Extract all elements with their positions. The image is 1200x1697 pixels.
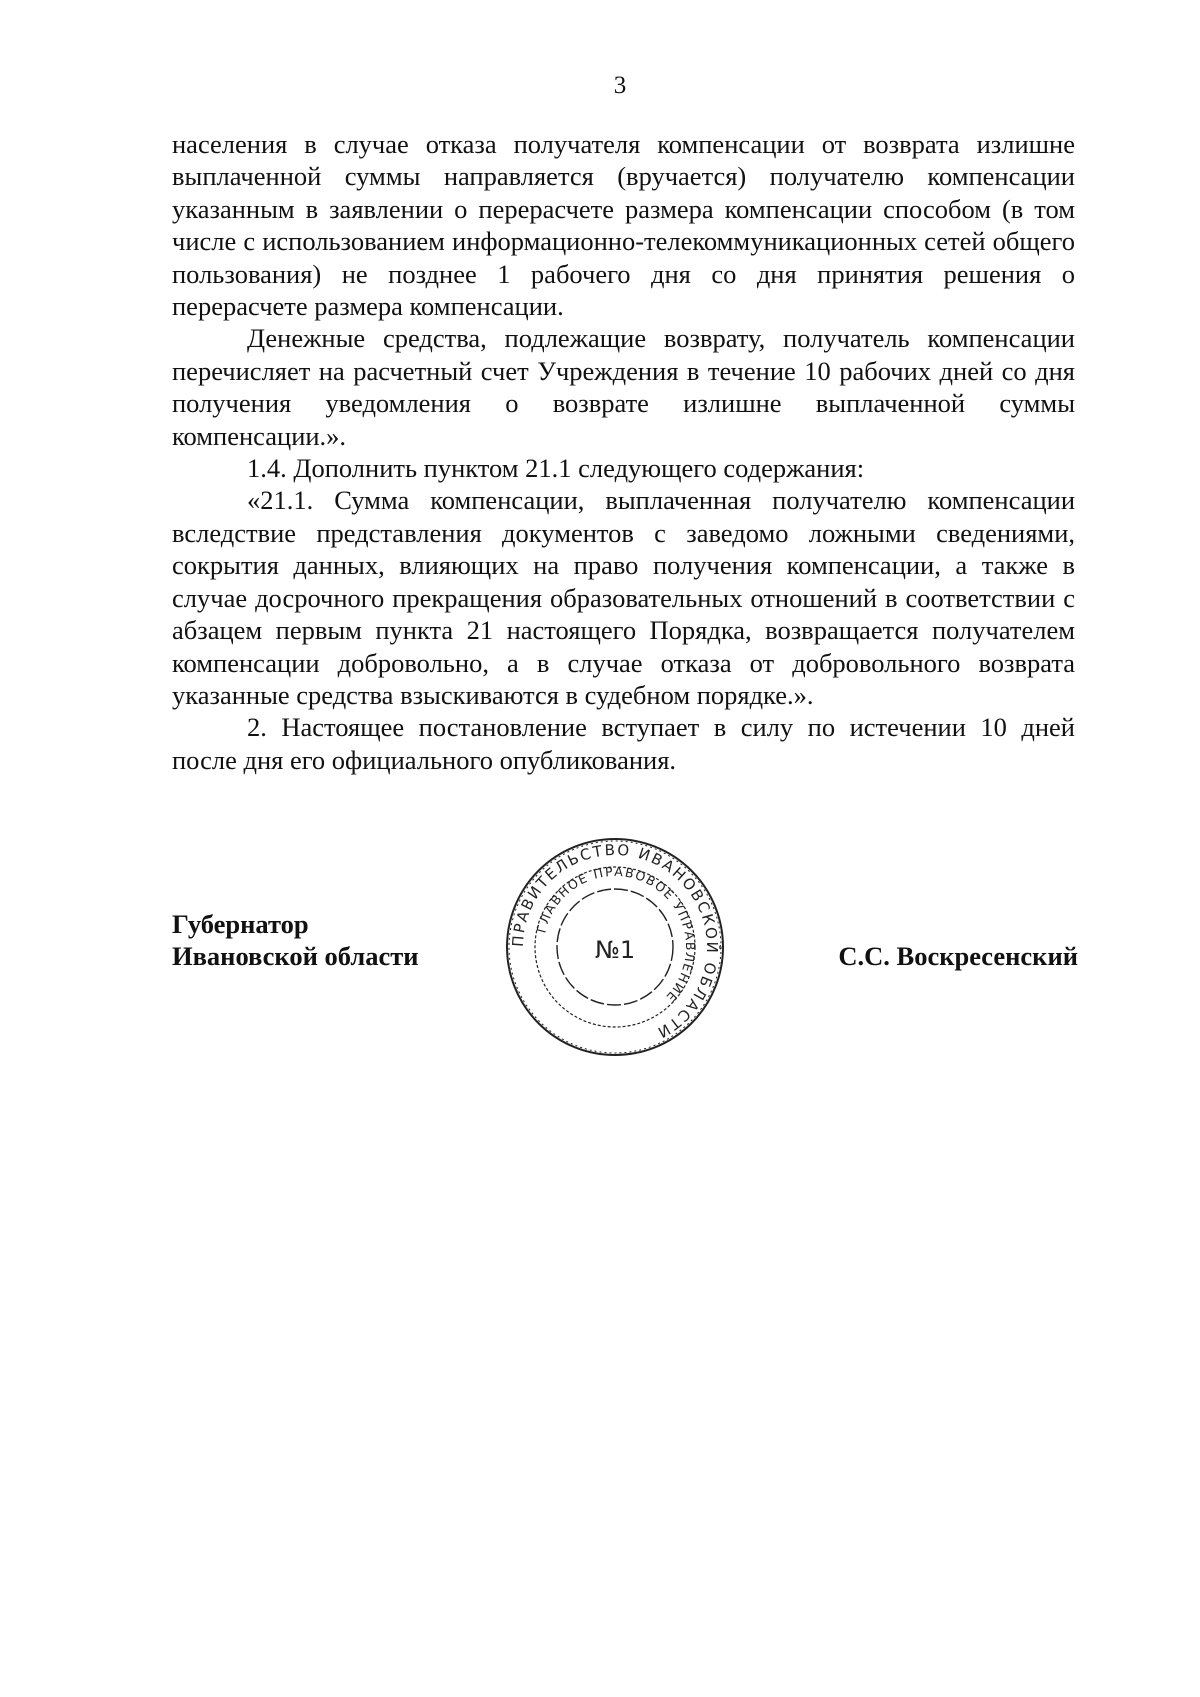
paragraph-1: населения в случае отказа получателя компенсации от возврата излишне выплаченной суммы направляется (вручается) получателю компенсации указанным в заявлении о перерасчете размера компенсации способом (в том числе с использованием информационно-телекоммуникационных сетей общего пользования) не позднее 1 рабочего дня со дня принятия решения о перерасчете размера компенсации. [172, 129, 1075, 322]
official-stamp [502, 834, 728, 1060]
paragraph-3: 1.4. Дополнить пунктом 21.1 следующего содержания: [247, 453, 865, 484]
stamp-inner-textpath: ГЛАВНОЕ ПРАВОВОЕ УПРАВЛЕНИЕ [533, 863, 699, 1006]
paragraph-4: «21.1. Сумма компенсации, выплаченная получателю компенсации вследствие представления документов с заведомо ложными сведениями, сокрытия данных, влияющих на право получения компенсации, а также в случае досрочного прекращения образовательных отношений в соответствии с абзацем первым пункта 21 настоящего Порядка, возвращается получателем компенсации добровольно, а в случае отказа от добровольного возврата указанные средства взыскиваются в судебном порядке.». [172, 485, 1075, 710]
signatory-position-line2: Ивановской области [172, 941, 419, 971]
signatory-position [172, 908, 419, 972]
paragraph-2: Денежные средства, подлежащие возврату, получатель компенсации перечисляет на расчетный счет Учреждения в течение 10 рабочих дней со дня получения уведомления о возврате излишне выплаченной суммы компенсации.». [172, 323, 1075, 451]
stamp-graphic [502, 834, 728, 1060]
page-number: 3 [613, 72, 627, 99]
document-body [172, 128, 1075, 776]
stamp-center-number: №1 [594, 936, 636, 964]
paragraph-5: 2. Настоящее постановление вступает в силу по истечении 10 дней после дня его официального опубликования. [172, 712, 1075, 775]
stamp-outer-textpath: ПРАВИТЕЛЬСТВО ИВАНОВСКОЙ ОБЛАСТИ [508, 840, 722, 1043]
signatory-name: С.С. Воскресенский [838, 941, 1078, 971]
signatory-position-line1: Губернатор [172, 909, 309, 939]
